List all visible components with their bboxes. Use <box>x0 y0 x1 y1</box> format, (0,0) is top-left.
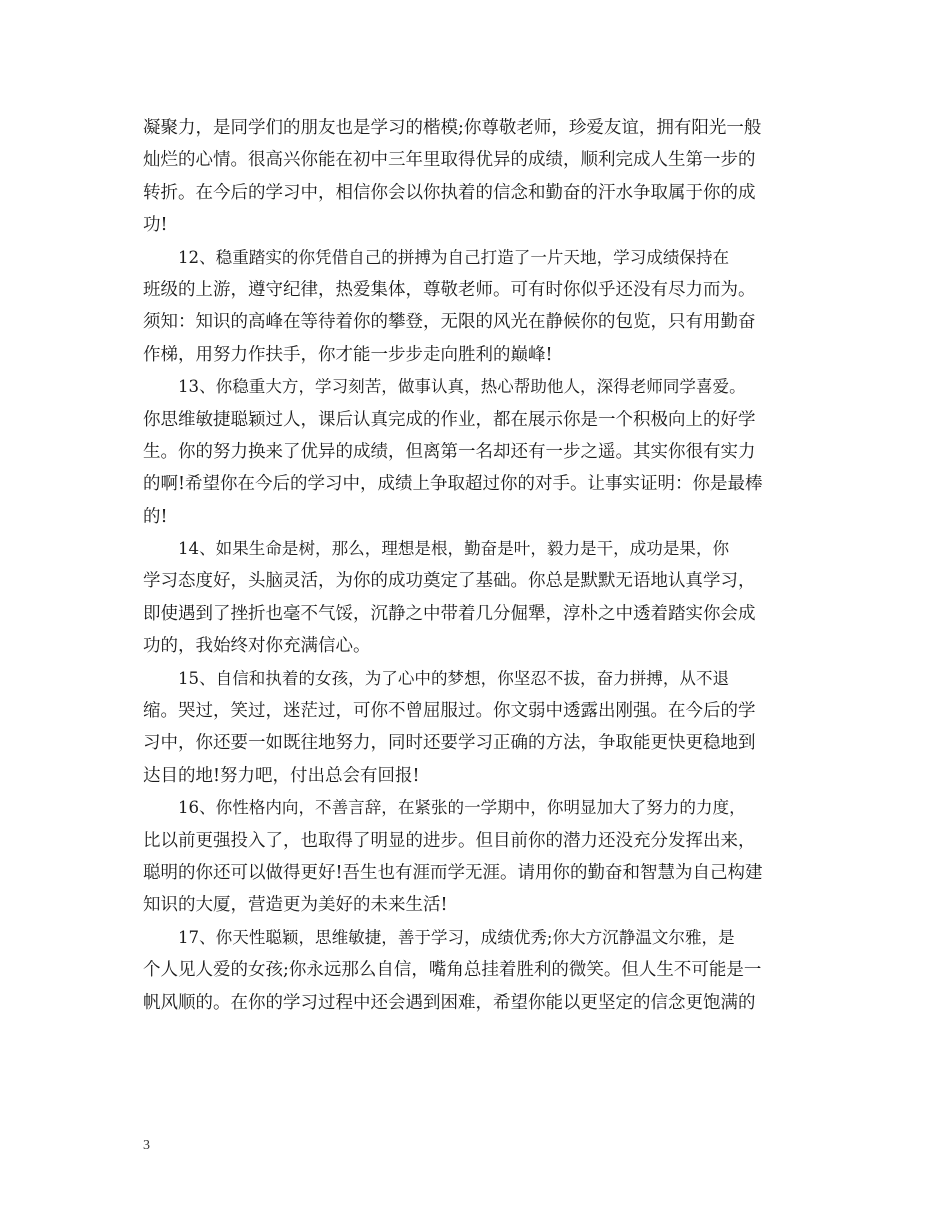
text-line: 的! <box>143 506 168 527</box>
text-line: 功的，我始终对你充满信心。 <box>143 636 371 657</box>
text-line: 学习态度好，头脑灵活，为你的成功奠定了基础。你总是默默无语地认真学习， <box>143 571 756 592</box>
text-line: 转折。在今后的学习中，相信你会以你执着的信念和勤奋的汗水争取属于你的成 <box>143 182 756 203</box>
text-line: 班级的上游，遵守纪律，热爱集体，尊敬老师。可有时你似乎还没有尽力而为。 <box>143 279 756 300</box>
text-line: 知识的大厦，营造更为美好的未来生活! <box>143 895 448 916</box>
text-line: 比以前更强投入了，也取得了明显的进步。但目前你的潜力还没充分发挥出来， <box>143 830 756 851</box>
text-line: 作梯，用努力作扶手，你才能一步步走向胜利的巅峰! <box>143 344 553 365</box>
document-body <box>143 112 808 1019</box>
paragraph-13-start: 13、你稳重大方，学习刻苦，做事认真，热心帮助他人，深得老师同学喜爱。 <box>178 377 746 397</box>
text-line: 灿烂的心情。很高兴你能在初中三年里取得优异的成绩，顺利完成人生第一步的 <box>143 150 756 171</box>
text-line: 缩。哭过，笑过，迷茫过，可你不曾屈服过。你文弱中透露出刚强。在今后的学 <box>143 701 756 722</box>
text-line: 个人见人爱的女孩;你永远那么自信，嘴角总挂着胜利的微笑。但人生不可能是一 <box>143 960 762 981</box>
text-line: 聪明的你还可以做得更好!吾生也有涯而学无涯。请用你的勤奋和智慧为自己构建 <box>143 862 763 883</box>
paragraph-17-start: 17、你天性聪颖，思维敏捷，善于学习，成绩优秀;你大方沉静温文尔雅，是 <box>178 927 735 947</box>
text-line: 习中，你还要一如既往地努力，同时还要学习正确的方法，争取能更快更稳地到 <box>143 733 756 754</box>
text-line: 即使遇到了挫折也毫不气馁，沉静之中带着几分倔犟，淳朴之中透着踏实你会成 <box>143 603 756 624</box>
text-line: 达目的地!努力吧，付出总会有回报! <box>143 765 420 786</box>
page-number: 3 <box>143 1138 150 1153</box>
text-line: 你思维敏捷聪颖过人，课后认真完成的作业，都在展示你是一个积极向上的好学 <box>143 409 756 430</box>
text-line: 凝聚力，是同学们的朋友也是学习的楷模;你尊敬老师，珍爱友谊，拥有阳光一般 <box>143 118 762 138</box>
text-line: 生。你的努力换来了优异的成绩，但离第一名却还有一步之遥。其实你很有实力 <box>143 441 756 462</box>
text-line: 帆风顺的。在你的学习过程中还会遇到困难，希望你能以更坚定的信念更饱满的 <box>143 992 756 1013</box>
paragraph-16-start: 16、你性格内向，不善言辞，在紧张的一学期中，你明显加大了努力的力度， <box>178 798 746 818</box>
paragraph-12-start: 12、稳重踏实的你凭借自己的拼搏为自己打造了一片天地，学习成绩保持在 <box>178 247 730 267</box>
text-line: 须知：知识的高峰在等待着你的攀登，无限的风光在静候你的包览，只有用勤奋 <box>143 312 756 333</box>
paragraph-14-start: 14、如果生命是树，那么，理想是根，勤奋是叶，毅力是干，成功是果，你 <box>178 539 730 559</box>
paragraph-15-start: 15、自信和执着的女孩，为了心中的梦想，你坚忍不拔，奋力拼搏，从不退 <box>178 668 730 688</box>
text-line: 的啊!希望你在今后的学习中，成绩上争取超过你的对手。让事实证明：你是最棒 <box>143 474 763 495</box>
text-line: 功! <box>143 215 168 236</box>
